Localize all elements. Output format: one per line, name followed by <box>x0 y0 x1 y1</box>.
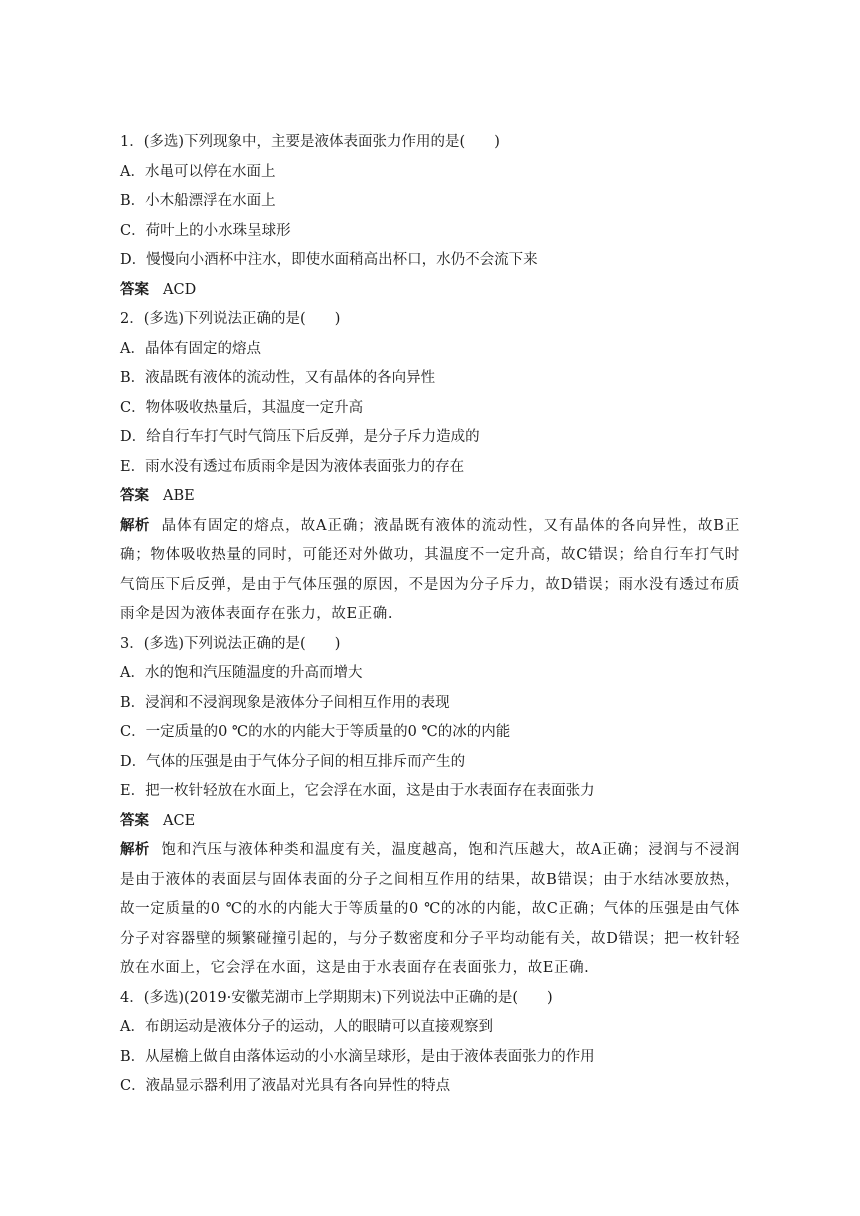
q2-analysis <box>120 512 740 630</box>
analysis-label: 解析 <box>120 842 150 858</box>
q1-answer <box>120 276 740 306</box>
q1-option-a: A．水黾可以停在水面上 <box>120 163 276 180</box>
answer-label: 答案 <box>120 812 149 829</box>
q2-stem: 2．(多选)下列说法正确的是( ) <box>120 311 341 327</box>
q1-option-c: C．荷叶上的小水珠呈球形 <box>120 222 291 239</box>
q3-answer <box>120 807 740 837</box>
q2-option-e: E．雨水没有透过布质雨伞是因为液体表面张力的存在 <box>120 458 465 475</box>
analysis-text: 晶体有固定的熔点，故A正确；液晶既有液体的流动性，又有晶体的各向异性，故B正确；物体吸收热量的同时，可能还对外做功，其温度不一定升高，故C错误；给自行车打气时气筒压下后反弹，是由于气体压强的原因，不是因为分子斥力，故D错误；雨水没有透过布质雨伞是因为液体表面存在张力，故E正确. <box>120 517 740 622</box>
q4-option-b: B．从屋檐上做自由落体运动的小水滴呈球形，是由于液体表面张力的作用 <box>120 1048 595 1065</box>
analysis-text: 饱和汽压与液体种类和温度有关，温度越高，饱和汽压越大，故A正确；浸润与不浸润是由于液体的表面层与固体表面的分子之间相互作用的结果，故B错误；由于水结冰要放热，故一定质量的0 ℃的水的内能大于等质量的0 ℃的冰的内能，故C正确；气体的压强是由气体分子对容器壁的频繁碰撞引起的，与分子数密度和分子平均动能有关，故D错误；把一枚针轻放在水面上，它会浮在水面，这是由于水表面存在表面张力，故E正确. <box>120 842 740 976</box>
answer-label: 答案 <box>120 488 149 504</box>
document-page <box>120 128 740 1102</box>
q2-option-c: C．物体吸收热量后，其温度一定升高 <box>120 399 364 416</box>
q1-option-b: B．小木船漂浮在水面上 <box>120 193 276 209</box>
q4-option-a: A．布朗运动是液体分子的运动，人的眼睛可以直接观察到 <box>120 1019 493 1035</box>
q3-option-d: D．气体的压强是由于气体分子间的相互排斥而产生的 <box>120 753 466 770</box>
q3-option-b: B．浸润和不浸润现象是液体分子间相互作用的表现 <box>120 694 450 711</box>
q1-stem: 1．(多选)下列现象中，主要是液体表面张力作用的是( ) <box>120 134 500 150</box>
q3-option-e: E．把一枚针轻放在水面上，它会浮在水面，这是由于水表面存在表面张力 <box>120 783 595 799</box>
q2-option-b: B．液晶既有液体的流动性，又有晶体的各向异性 <box>120 370 436 386</box>
q1-option-d: D．慢慢向小酒杯中注水，即使水面稍高出杯口，水仍不会流下来 <box>120 252 538 268</box>
q4-option-c: C．液晶显示器利用了液晶对光具有各向异性的特点 <box>120 1078 451 1094</box>
answer-label: 答案 <box>120 281 149 298</box>
q2-option-a: A．晶体有固定的熔点 <box>120 340 261 357</box>
q2-option-d: D．给自行车打气时气筒压下后反弹，是分子斥力造成的 <box>120 429 480 445</box>
q3-option-c: C．一定质量的0 ℃的水的内能大于等质量的0 ℃的冰的内能 <box>120 724 511 740</box>
q3-analysis <box>120 836 740 984</box>
analysis-label: 解析 <box>120 517 150 534</box>
answer-value: ACD <box>163 281 197 298</box>
q3-option-a: A．水的饱和汽压随温度的升高而增大 <box>120 665 363 681</box>
answer-value: ABE <box>163 488 195 504</box>
answer-value: ACE <box>163 812 196 829</box>
q2-answer <box>120 482 740 512</box>
q3-stem: 3．(多选)下列说法正确的是( ) <box>120 635 341 652</box>
q4-stem: 4．(多选)(2019·安徽芜湖市上学期期末)下列说法中正确的是( ) <box>120 989 553 1006</box>
